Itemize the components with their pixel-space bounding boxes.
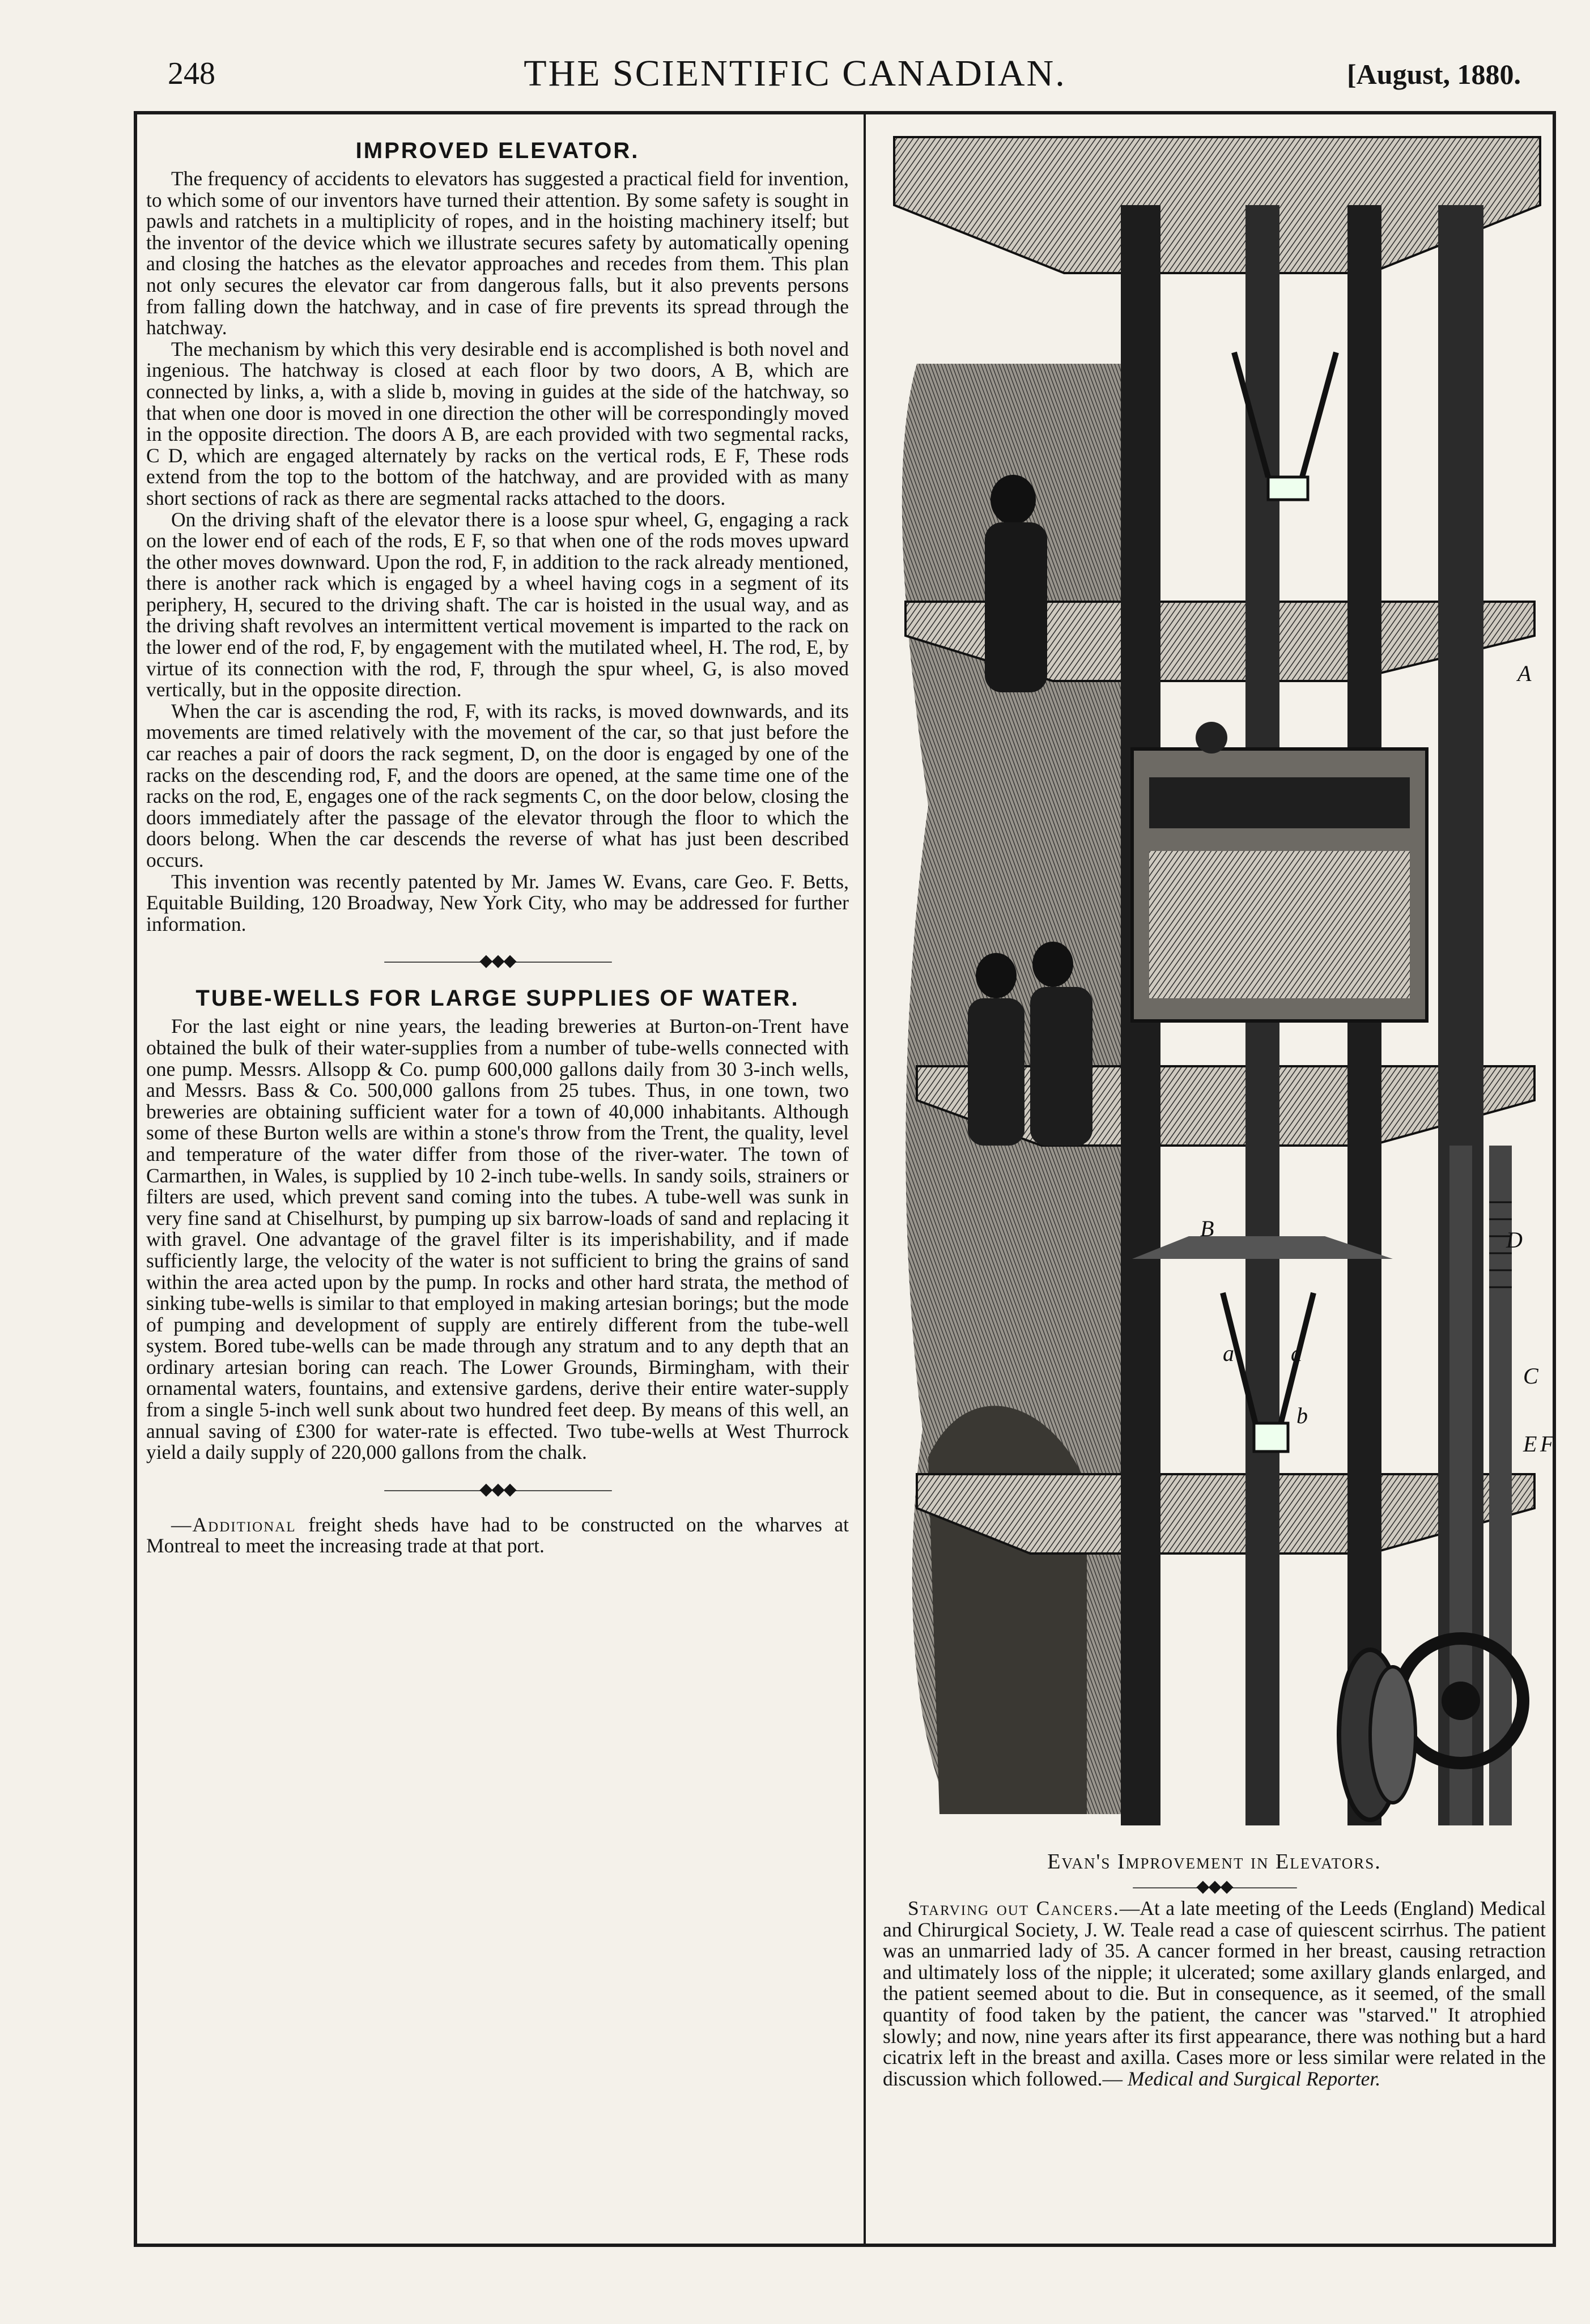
cancer-text: —At a late meeting of the Leeds (England) Medical and Chirurgical Society, J. W. Teale read a case of quiescent scirrhus. The patient was an unmarried lady of 35. A cancer formed in her breast, causing retraction and ultimately loss of the nipple; it ulcerated; some axillary glands enlarged, and the patient seemed about to die. But in consequence, as it seemed, of the small quantity of food taken by the patient, the cancer was "starved." It atrophied slowly; and now, nine years after its first appearance, there was nothing but a hard cicatrix left in the breast and axilla. Cases more or less similar were related in the discussion which followed.—: [883, 1897, 1546, 2090]
elevator-paragraph: When the car is ascending the rod, F, with its racks, is moved downwards, and its movements are timed relatively with the movement of the car, so that just before the car reaches a pair of doors the rack segment, D, on the door is engaged by one of the racks on the descending rod, F, and the doors are opened, at the same time one of the racks on the rod, E, engages one of the rack segments C, on the door below, closing the doors immediately after the passage of the elevator through the floor to which the doors belong. When the car descends the reverse of what has just been described occurs.: [146, 699, 849, 871]
label-f: F: [1540, 1431, 1554, 1457]
freight-text: freight sheds have had to be constructed on the wharves at Montreal to meet the increasing trade at that port.: [146, 1513, 849, 1557]
tubewells-paragraph: For the last eight or nine years, the leading breweries at Burton-on-Trent have obtained the bulk of their water-supplies from a number of tube-wells connected with one pump. Messrs. Allsopp & Co. pump 600,000 gallons daily from 30 3-inch wells, and Messrs. Bass & Co. 500,000 gallons from 25 tubes. Thus, in one town, two breweries are obtaining sufficient water for a town of 40,000 inhabitants. Although some of these Burton wells are within a stone's throw from the Trent, the quality, level and temperature of the water differ from those of the river-water. The town of Carmarthen, in Wales, is supplied by 10 2-inch tube-wells. In sandy soils, strainers or filters are used, which prevent sand coming into the tubes. A tube-well was sunk in very fine sand at Chiselhurst, by pumping up six barrow-loads of sand and replacing it with gravel. One advantage of the gravel filter is its imperishability, and if made sufficiently large, the velocity of the water is not sufficient to bring the grains of sand within the area acted upon by the pump. In rocks and other hard strata, the method of sinking tube-wells is similar to that employed in making artesian borings; but the mode of pumping and development of supply are entirely different from the tube-well system. Bored tube-wells can be made through any stratum and to any depth that an ordinary artesian boring can reach. The Lower Grounds, Birmingham, with their ornamental waters, fountains, and extensive gardens, derive their entire water-supply from a single 5-inch well sunk about two hundred feet deep. By means of this well, an annual saving of £300 for water-rate is effected. Two tube-wells at West Thurrock yield a daily supply of 220,000 gallons from the chalk.: [146, 1015, 849, 1464]
section-ornament: ——————◆◆◆——————: [384, 951, 611, 971]
slide-b: [1254, 1423, 1288, 1452]
cancer-article: [883, 1898, 1546, 2089]
label-e: E: [1523, 1431, 1537, 1457]
cancer-paragraph: [883, 1898, 1546, 2089]
label-a-link: a: [1223, 1340, 1234, 1366]
link-upper: [1302, 352, 1336, 477]
cancer-source: Medical and Surgical Reporter.: [1127, 2067, 1381, 2090]
cancer-lead: Starving out Cancers.: [908, 1897, 1120, 1919]
label-d: D: [1506, 1227, 1523, 1253]
freight-lead: —Additional: [171, 1513, 296, 1536]
elevator-article-title: IMPROVED ELEVATOR.: [355, 138, 640, 163]
foliage-shading-lower: [928, 1406, 1087, 1814]
figure-person: [985, 522, 1047, 692]
masthead: THE SCIENTIFIC CANADIAN.: [524, 53, 1066, 94]
label-a: A: [1517, 661, 1532, 686]
label-b: B: [1200, 1216, 1214, 1241]
left-column: [146, 138, 849, 1557]
pulley: [1196, 722, 1227, 754]
tubewells-article-title: TUBE-WELLS FOR LARGE SUPPLIES OF WATER.: [195, 986, 800, 1011]
right-column: [883, 114, 1554, 2244]
figure-person: [990, 475, 1036, 525]
elevator-paragraph: This invention was recently patented by Mr. James W. Evans, care Geo. F. Betts, Equitable Building, 120 Broadway, New York City, who may be addressed for further information.: [146, 870, 849, 935]
page-header: [0, 52, 1590, 103]
page-number: 248: [168, 56, 215, 91]
figure-person: [1032, 942, 1073, 987]
elevator-paragraph: The frequency of accidents to elevators has suggested a practical field for invention, to which some of our inventors have turned their attention. By some safety is sought in pawls and ratchets in a multiplicity of ropes, and in the hoisting machinery itself; but the inventor of the device which we illustrate secures safety by automatically opening and closing the hatches as the elevator approaches and recedes from them. This plan not only secures the elevator car from dangerous falls, but it also prevents persons from falling down the hatchway, and in case of fire prevents its spread through the hatchway.: [146, 167, 849, 339]
figure-person: [976, 953, 1017, 998]
elevator-paragraph: On the driving shaft of the elevator there is a loose spur wheel, G, engaging a rack on the lower end of each of the rods, E F, so that when one of the rods moves upward the other moves downward. Upon the rod, F, in addition to the rack already mentioned, there is another rack which is engaged by a wheel having cogs in a segment of its periphery, H, secured to the driving shaft. The car is hoisted in the usual way, and as the driving shaft revolves an intermittent vertical movement is imparted to the rack on the lower end of the rod, F, by engagement with the mutilated wheel, H. The rod, E, by virtue of its connection with the rod, F, through the spur wheel, G, is also moved vertically, but in the opposite direction.: [146, 508, 849, 701]
figure-person: [968, 998, 1024, 1146]
label-b-slide: b: [1296, 1403, 1308, 1428]
freight-paragraph: [146, 1514, 849, 1557]
section-ornament: ————◆◆◆————: [1133, 1877, 1296, 1896]
page-frame: [134, 111, 1556, 2247]
figure-person: [1030, 987, 1092, 1146]
elevator-engraving: [883, 126, 1554, 1842]
issue-date: [August, 1880.: [1347, 58, 1521, 90]
section-ornament: ——————◆◆◆——————: [384, 1479, 611, 1499]
elevator-paragraph: The mechanism by which this very desirable end is accomplished is both novel and ingenious. The hatchway is closed at each floor by two doors, A B, which are connected by links, a, with a slide b, moving in guides at the side of the hatchway, so that when one door is moved in one direction the other will be correspondingly moved in the opposite direction. The doors A B, are each provided with two segmental racks, C D, which are engaged alternately by racks on the vertical rods, E F, These rods extend from the top to the bottom of the hatchway, and are provided with as many short sections of rack as there are segmental racks attached to the doors.: [146, 337, 849, 509]
rod-e: [1449, 1146, 1472, 1825]
figure-caption: Evan's Improvement in Elevators.: [1047, 1850, 1381, 1874]
column-divider: [864, 114, 866, 2244]
label-c: C: [1523, 1363, 1538, 1389]
label-a-link: a: [1291, 1340, 1302, 1366]
